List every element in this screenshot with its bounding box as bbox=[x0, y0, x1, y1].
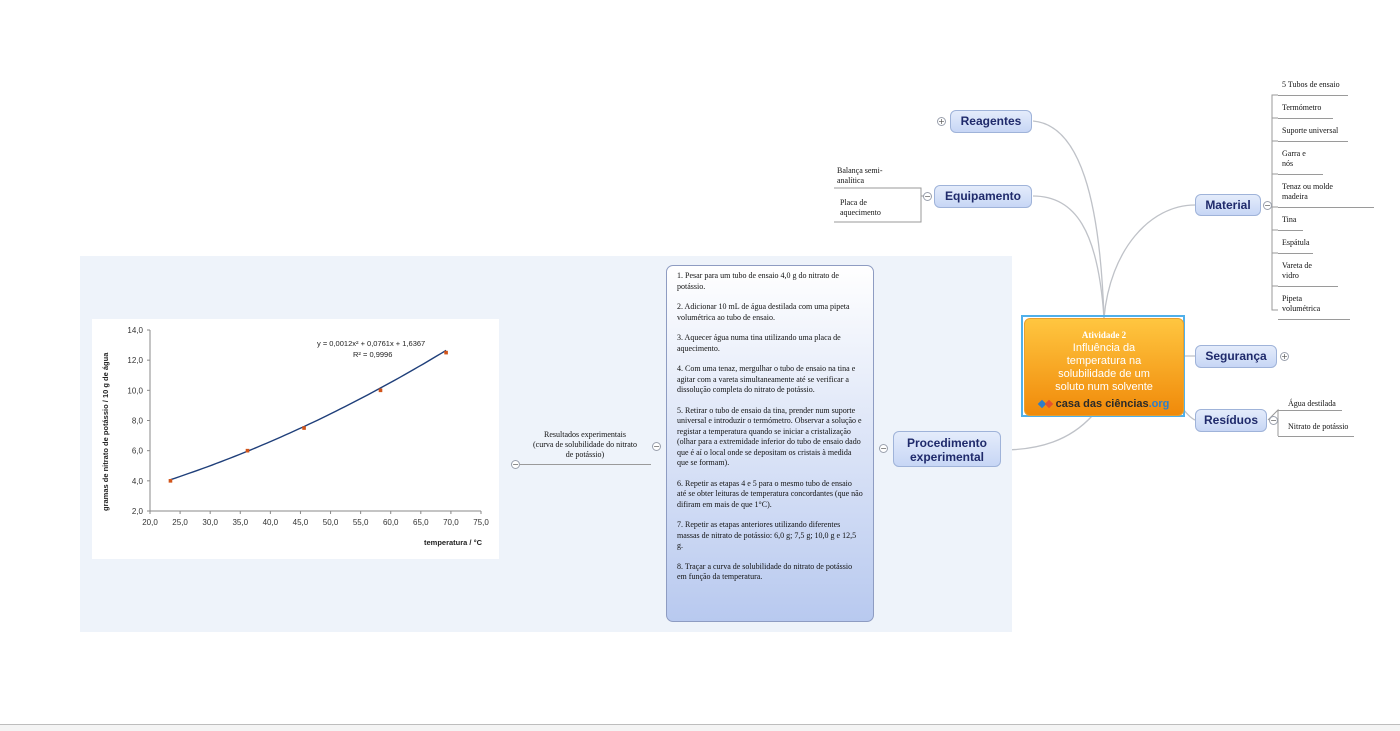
topic-reagentes[interactable] bbox=[950, 110, 1032, 133]
resultados-line2: (curva de solubilidade do nitrato bbox=[533, 440, 637, 449]
material-item-line: Pipeta bbox=[1282, 294, 1302, 303]
material-item: Tina bbox=[1282, 215, 1297, 224]
data-point bbox=[444, 351, 448, 355]
resultados-line1: Resultados experimentais bbox=[544, 430, 626, 439]
equipamento-item-line: analítica bbox=[837, 176, 865, 185]
x-tick-label: 30,0 bbox=[202, 518, 218, 527]
material-collapse-toggle[interactable]: − bbox=[1264, 201, 1271, 210]
material-item: Espátula bbox=[1282, 238, 1310, 247]
y-tick-label: 4,0 bbox=[131, 476, 143, 486]
equipamento-collapse-toggle[interactable]: − bbox=[924, 192, 931, 201]
y-tick-label: 6,0 bbox=[131, 446, 143, 456]
trendline-equation: y = 0,0012x² + 0,0761x + 1,6367 bbox=[317, 339, 426, 348]
y-axis-label: gramas de nitrato de potássio / 10 g de água bbox=[101, 352, 110, 511]
topic-material[interactable] bbox=[1195, 194, 1261, 216]
residuos-item: Nitrato de potássio bbox=[1288, 422, 1349, 431]
logo-main-text: casa das ciências bbox=[1055, 398, 1149, 410]
procedimento-steps-toggle[interactable]: − bbox=[653, 442, 660, 451]
material-item-garra bbox=[1282, 149, 1306, 169]
material-item-line: Tenaz ou molde bbox=[1282, 182, 1333, 191]
central-line1: Influência da bbox=[1072, 342, 1136, 354]
y-tick-label: 2,0 bbox=[131, 507, 143, 516]
x-tick-label: 35,0 bbox=[232, 518, 249, 527]
data-point bbox=[246, 449, 250, 453]
y-tick-label: 12,0 bbox=[127, 356, 143, 366]
material-item-underline bbox=[1278, 95, 1348, 96]
procedimento-line1: Procedimento bbox=[906, 436, 987, 450]
procedure-step: 6. Repetir as etapas 4 e 5 para o mesmo tubo de ensaio até se obter leituras de temperatura concordantes (que não difiram em mais de que 1°C). bbox=[677, 478, 863, 509]
material-item-line: vidro bbox=[1282, 271, 1299, 280]
topic-procedimento-experimental[interactable] bbox=[893, 431, 1001, 467]
equipamento-label: Equipamento bbox=[944, 189, 1021, 203]
x-tick-label: 20,0 bbox=[142, 518, 158, 527]
central-line4: soluto num solvente bbox=[1055, 381, 1153, 393]
logo-org-text: .org bbox=[1148, 398, 1170, 410]
x-tick-label: 60,0 bbox=[382, 518, 399, 527]
residuos-label: Resíduos bbox=[1203, 413, 1258, 427]
x-tick-label: 65,0 bbox=[413, 518, 429, 527]
material-item-underline bbox=[1278, 118, 1333, 119]
material-item: 5 Tubos de ensaio bbox=[1282, 80, 1340, 89]
topic-seguranca[interactable] bbox=[1195, 345, 1277, 368]
solubility-chart-svg bbox=[92, 319, 499, 559]
equipamento-item-placa bbox=[840, 198, 881, 218]
casa-das-ciencias-logo bbox=[1025, 398, 1183, 411]
equipamento-item-balanca bbox=[837, 166, 883, 186]
material-item: Termómetro bbox=[1282, 103, 1322, 112]
residuos-item: Água destilada bbox=[1288, 399, 1336, 408]
procedure-step: 4. Com uma tenaz, mergulhar o tubo de ensaio na tina e agitar com a vareta simultaneamente até se verificar a dissolução completa do nitrato de potássio. bbox=[677, 364, 856, 394]
material-item-pipeta bbox=[1282, 294, 1320, 314]
material-item-underline bbox=[1278, 141, 1348, 142]
topic-residuos[interactable] bbox=[1195, 409, 1267, 432]
resultados-collapse-toggle[interactable]: − bbox=[512, 460, 519, 469]
material-item-underline bbox=[1278, 230, 1303, 231]
material-item-line: madeira bbox=[1282, 192, 1308, 201]
material-item-tenaz bbox=[1282, 182, 1333, 202]
logo-diamond-icon bbox=[1044, 400, 1052, 408]
equipamento-item-line: Balança semi- bbox=[837, 166, 883, 175]
material-item-line: Vareta de bbox=[1282, 261, 1312, 270]
x-tick-label: 55,0 bbox=[352, 518, 369, 527]
equipamento-item-line: aquecimento bbox=[840, 208, 881, 217]
material-item-line: Garra e bbox=[1282, 149, 1306, 158]
chart-points bbox=[169, 351, 448, 483]
central-title: Atividade 2 bbox=[1081, 330, 1127, 340]
reagentes-label: Reagentes bbox=[960, 114, 1022, 128]
x-tick-label: 70,0 bbox=[443, 518, 459, 527]
material-item-underline bbox=[1278, 207, 1374, 208]
central-topic[interactable] bbox=[1024, 318, 1184, 416]
central-line2: temperatura na bbox=[1066, 355, 1142, 367]
residuos-collapse-toggle[interactable]: − bbox=[1270, 416, 1277, 425]
procedimento-collapse-toggle[interactable]: − bbox=[880, 444, 887, 453]
resultados-underline bbox=[520, 464, 651, 465]
x-tick-label: 25,0 bbox=[172, 518, 188, 527]
topic-equipamento[interactable] bbox=[934, 185, 1032, 208]
procedure-steps-box bbox=[666, 265, 874, 622]
equipamento-item-line: Placa de bbox=[840, 198, 867, 207]
material-item-line: nós bbox=[1282, 159, 1294, 168]
material-item-underline bbox=[1278, 253, 1313, 254]
data-point bbox=[379, 389, 383, 393]
reagentes-expand-toggle[interactable]: + bbox=[938, 117, 945, 126]
material-item-underline bbox=[1278, 174, 1323, 175]
material-item: Suporte universal bbox=[1282, 126, 1339, 135]
seguranca-label: Segurança bbox=[1205, 349, 1267, 363]
material-item-vareta bbox=[1282, 261, 1312, 281]
y-tick-label: 10,0 bbox=[127, 386, 143, 396]
y-tick-label: 8,0 bbox=[131, 416, 143, 426]
data-point bbox=[169, 479, 173, 483]
procedure-step: 1. Pesar para um tubo de ensaio 4,0 g do nitrato de potássio. bbox=[677, 271, 839, 291]
solubility-chart bbox=[92, 319, 499, 559]
residuos-item-underline bbox=[1278, 410, 1342, 411]
data-point bbox=[302, 426, 306, 430]
chart-ticks bbox=[127, 326, 489, 527]
procedure-step: 3. Aquecer água numa tina utilizando uma placa de aquecimento. bbox=[677, 333, 841, 353]
x-tick-label: 45,0 bbox=[292, 518, 309, 527]
x-tick-label: 40,0 bbox=[262, 518, 279, 527]
procedure-step: 7. Repetir as etapas anteriores utilizando diferentes massas de nitrato de potássio: 6,0 g; 7,5 g; 10,0 g e 12,5 g. bbox=[677, 520, 857, 550]
procedure-step: 5. Retirar o tubo de ensaio da tina, prender num suporte universal e introduzir o termómetro. Observar a solução e registar a temperatura quando se iniciar a cristalização (olhar para a extremidade inferior do tubo de ensaio dado que é aí o local onde se depositam os cristais à medida que se formam). bbox=[677, 405, 862, 467]
y-tick-label: 14,0 bbox=[127, 326, 143, 335]
procedimento-line2: experimental bbox=[909, 450, 985, 464]
material-item-underline bbox=[1278, 286, 1338, 287]
residuos-item-underline bbox=[1278, 436, 1354, 437]
procedure-step: 8. Traçar a curva de solubilidade do nitrato de potássio em função da temperatura. bbox=[677, 561, 853, 581]
resultados-label bbox=[520, 430, 650, 460]
material-label: Material bbox=[1205, 198, 1251, 212]
seguranca-expand-toggle[interactable]: + bbox=[1281, 352, 1288, 361]
central-line3: solubilidade de um bbox=[1058, 368, 1150, 380]
x-tick-label: 75,0 bbox=[473, 518, 489, 527]
trendline-r2: R² = 0,9996 bbox=[353, 350, 393, 359]
x-tick-label: 50,0 bbox=[322, 518, 339, 527]
trendline bbox=[171, 350, 447, 479]
procedure-step: 2. Adicionar 10 mL de água destilada com uma pipeta volumétrica ao tubo de ensaio. bbox=[677, 302, 850, 322]
material-item-underline bbox=[1278, 319, 1350, 320]
x-axis-label: temperatura / °C bbox=[424, 538, 483, 547]
material-item-line: volumétrica bbox=[1282, 304, 1321, 313]
resultados-line3: de potássio) bbox=[565, 450, 605, 459]
